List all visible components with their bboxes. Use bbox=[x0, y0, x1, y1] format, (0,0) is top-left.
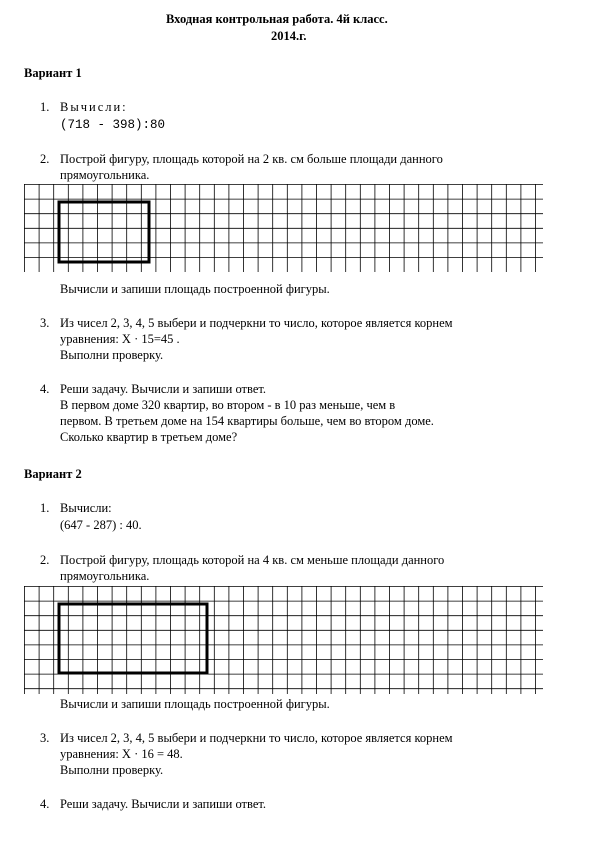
v1-task4-problem-line1: В первом доме 320 квартир, во втором - в 10 раз меньше, чем в bbox=[60, 398, 396, 412]
v2-task1-number: 1. bbox=[40, 501, 50, 515]
v1-task4-number: 4. bbox=[40, 382, 50, 396]
v2-task3-check: Выполни проверку. bbox=[60, 763, 164, 777]
v2-task2-text: Построй фигуру, площадь которой на 4 кв. см меньше площади данного bbox=[60, 553, 445, 567]
v1-task1-expression: (718 - 398):80 bbox=[60, 118, 166, 132]
v1-given-rectangle bbox=[59, 202, 149, 262]
v2-task4-text: Реши задачу. Вычисли и запиши ответ. bbox=[60, 797, 267, 811]
v1-task2-followup: Вычисли и запиши площадь построенной фигуры. bbox=[60, 282, 330, 296]
v1-task4-problem-line3: Сколько квартир в третьем доме? bbox=[60, 430, 238, 444]
v2-task1-text: Вычисли: bbox=[60, 501, 112, 515]
v1-task3-number: 3. bbox=[40, 316, 50, 330]
page-year: 2014.г. bbox=[271, 29, 307, 43]
v2-task2-text-cont: прямоугольника. bbox=[60, 569, 150, 583]
v1-task3-equation: уравнения: Х · 15=45 . bbox=[60, 332, 180, 346]
v1-task4-problem-line2: первом. В третьем доме на 154 квартиры больше, чем во втором доме. bbox=[60, 414, 434, 428]
v2-task2-number: 2. bbox=[40, 553, 50, 567]
v1-task3-text: Из чисел 2, 3, 4, 5 выбери и подчеркни то число, которое является корнем bbox=[60, 316, 453, 330]
v2-task3-equation: уравнения: Х · 16 = 48. bbox=[60, 747, 183, 761]
v1-grid bbox=[24, 184, 543, 272]
v2-task2-followup: Вычисли и запиши площадь построенной фигуры. bbox=[60, 697, 330, 711]
v1-task1-number: 1. bbox=[40, 100, 50, 114]
v2-task1-expression: (647 - 287) : 40. bbox=[60, 518, 142, 532]
v2-task3-number: 3. bbox=[40, 731, 50, 745]
v1-task3-check: Выполни проверку. bbox=[60, 348, 164, 362]
page-title: Входная контрольная работа. 4й класс. bbox=[166, 12, 388, 26]
v1-task2-text: Построй фигуру, площадь которой на 2 кв. см больше площади данного bbox=[60, 152, 443, 166]
v2-task3-text: Из чисел 2, 3, 4, 5 выбери и подчеркни то число, которое является корнем bbox=[60, 731, 453, 745]
v2-grid bbox=[24, 586, 543, 694]
variant2-heading: Вариант 2 bbox=[24, 467, 82, 481]
variant1-heading: Вариант 1 bbox=[24, 66, 82, 80]
v1-task2-number: 2. bbox=[40, 152, 50, 166]
v1-task1-text: Вычисли: bbox=[60, 100, 128, 114]
v2-task4-number: 4. bbox=[40, 797, 50, 811]
v1-task4-text: Реши задачу. Вычисли и запиши ответ. bbox=[60, 382, 267, 396]
v1-task2-text-cont: прямоугольника. bbox=[60, 168, 150, 182]
